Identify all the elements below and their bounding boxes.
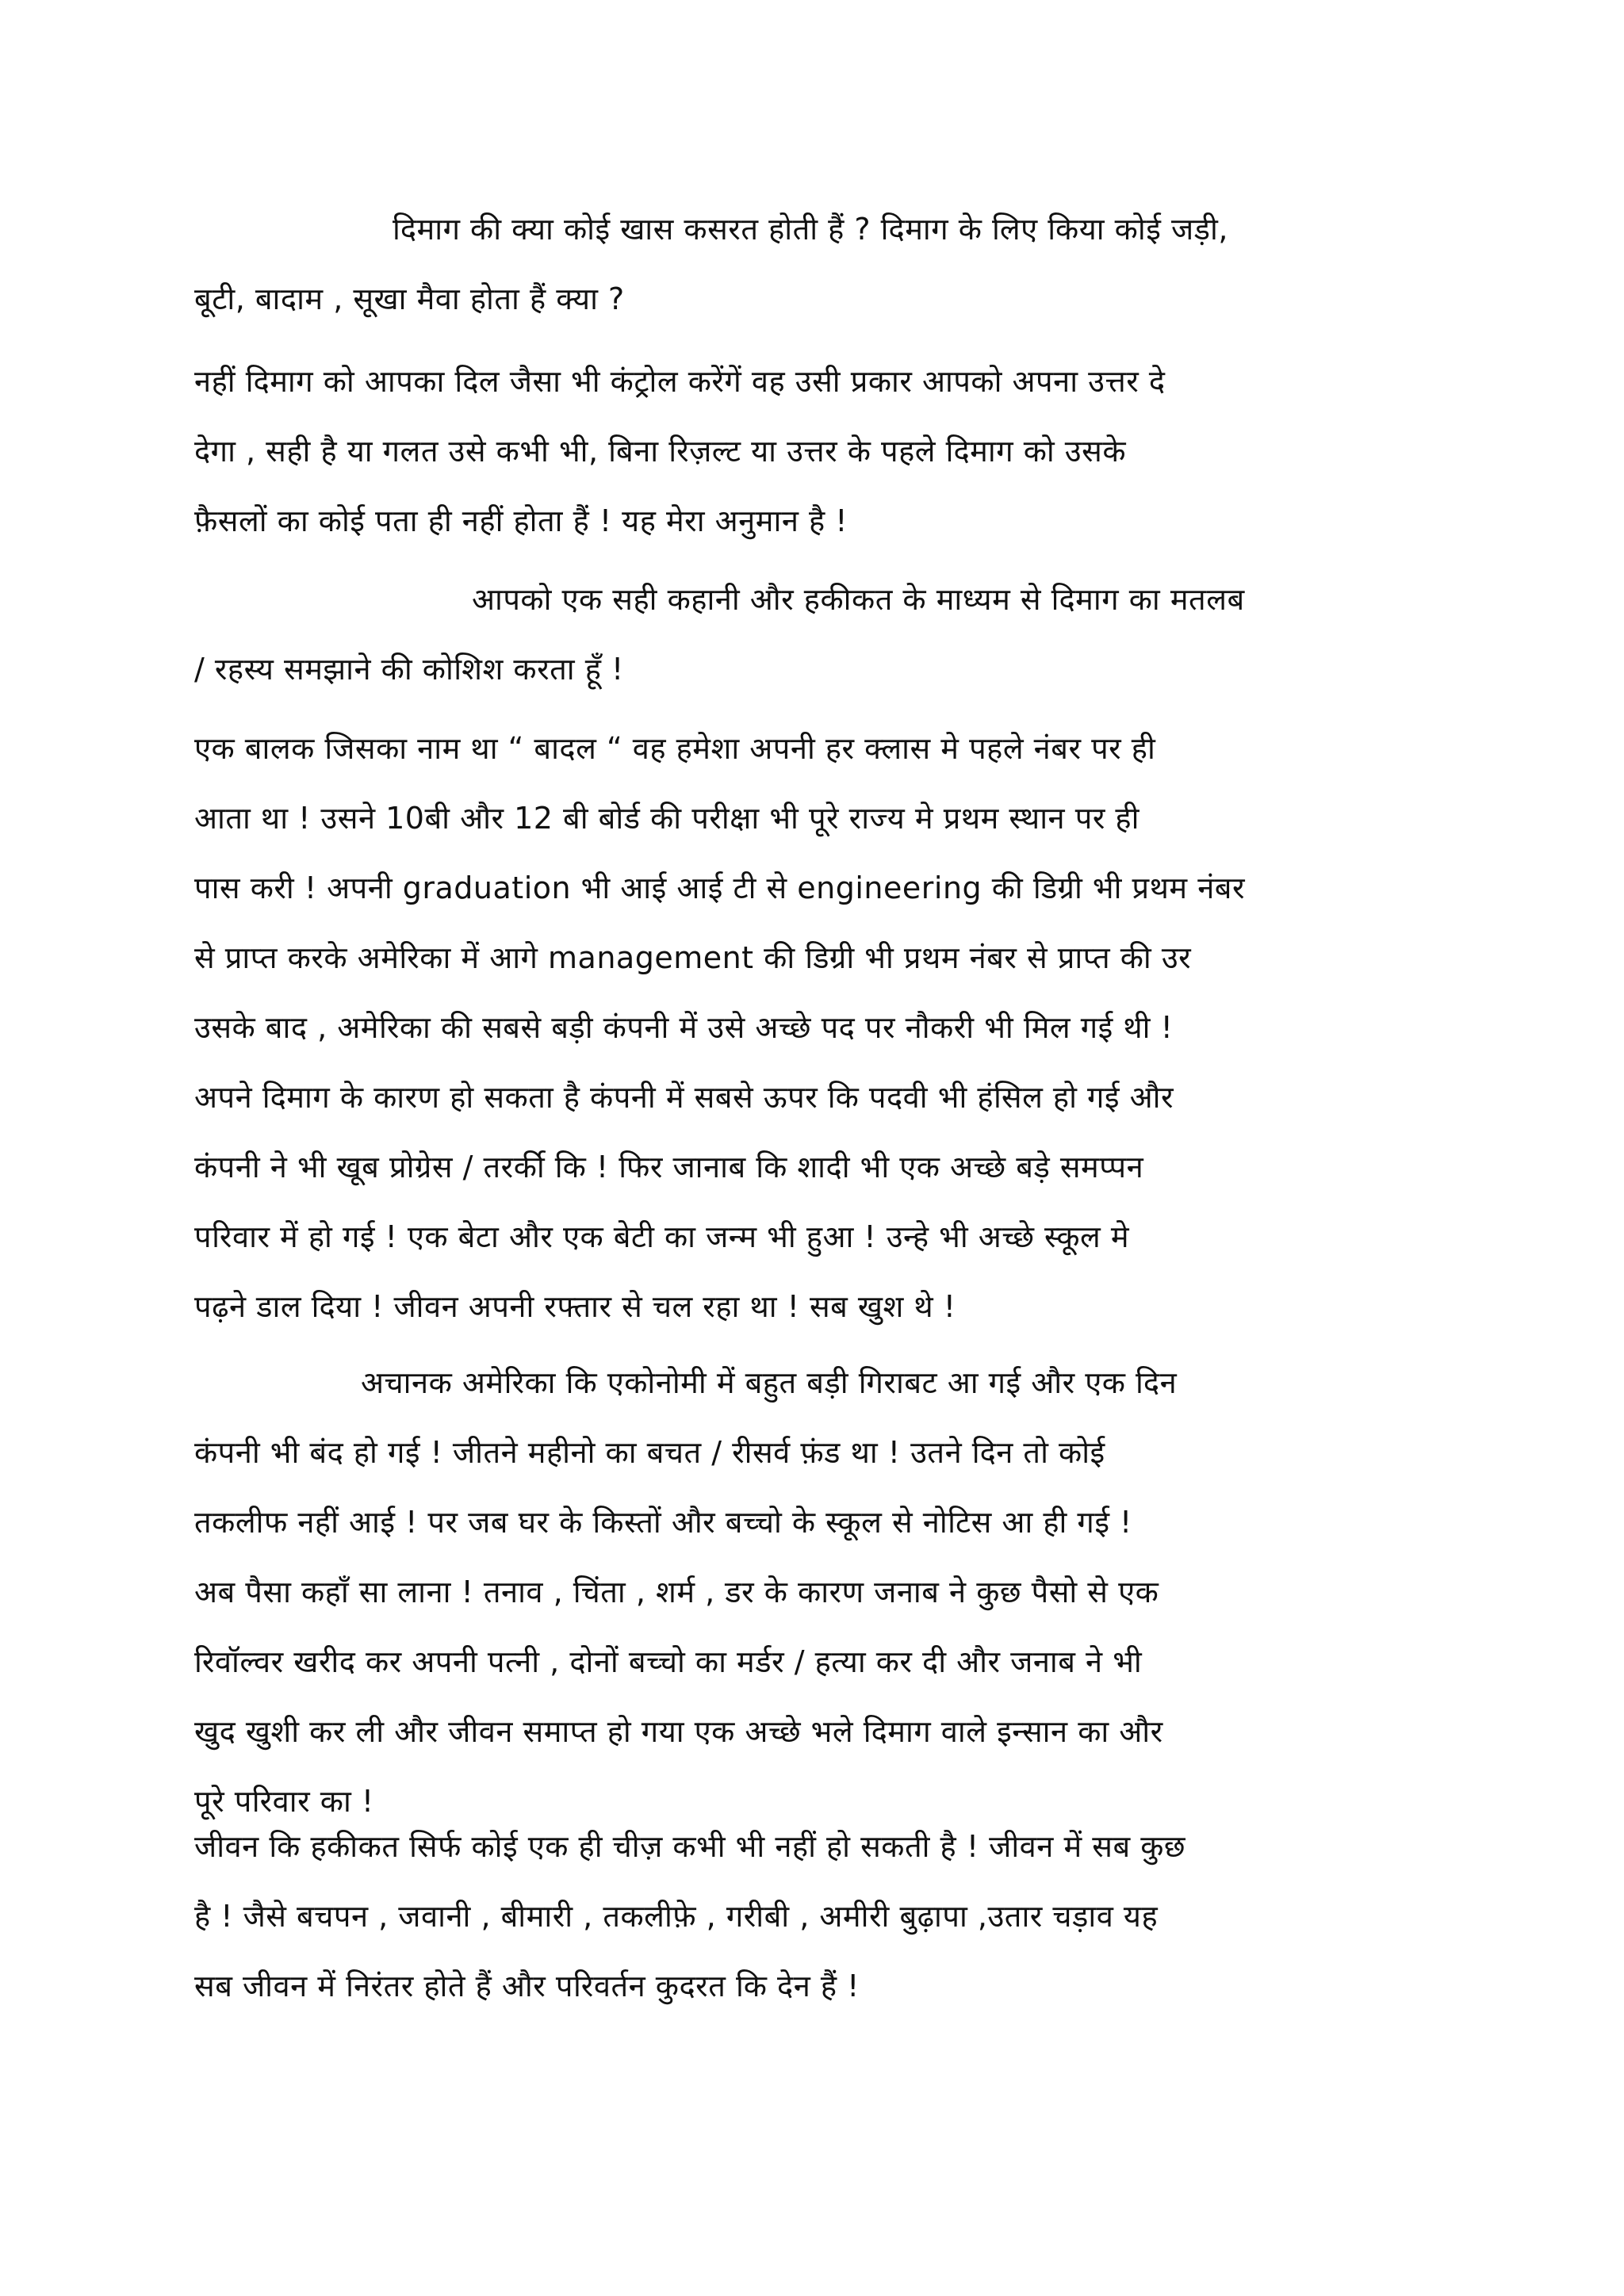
paragraph-4-line-1: एक बालक जिसका नाम था “ बादल “ वह हमेशा अपनी हर क्लास मे पहले नंबर पर ही — [194, 731, 1156, 766]
paragraph-3 — [194, 564, 1431, 704]
paragraph-3-line-1: आपको एक सही कहानी और हकीकत के माध्यम से दिमाग का मतलब — [472, 582, 1245, 617]
paragraph-6-line-7: पूरे परिवार का ! — [194, 1784, 374, 1819]
paragraph-5 — [194, 1062, 1431, 1341]
paragraph-4 — [194, 714, 1431, 1062]
paragraph-2-line-3: फ़ैसलों का कोई पता ही नहीं होता हैं ! यह मेरा अनुमान है ! — [194, 503, 848, 538]
paragraph-7-line-2: है ! जैसे बचपन , जवानी , बीमारी , तकलीफ़े , गरीबी , अमीरी बुढ़ापा ,उतार चड़ाव यह — [194, 1899, 1159, 1934]
paragraph-6 — [194, 1348, 1431, 1836]
paragraph-6-line-1: अचानक अमेरिका कि एकोनोमी में बहुत बड़ी गिराबट आ गई और एक दिन — [361, 1365, 1178, 1400]
paragraph-5-line-4: पढ़ने डाल दिया ! जीवन अपनी रफ्तार से चल रहा था ! सब खुश थे ! — [194, 1289, 956, 1324]
paragraph-7-line-1: जीवन कि हकीकत सिर्फ कोई एक ही चीज़ कभी भी नहीं हो सकती है ! जीवन में सब कुछ — [194, 1829, 1186, 1864]
paragraph-1 — [194, 194, 1431, 334]
paragraph-2-line-2: देगा , सही है या गलत उसे कभी भी, बिना रिज़ल्ट या उत्तर के पहले दिमाग को उसके — [194, 434, 1127, 469]
paragraph-1-line-2: बूटी, बादाम , सूखा मैवा होता हैं क्या ? — [194, 281, 625, 316]
paragraph-6-line-2: कंपनी भी बंद हो गई ! जीतने महीनो का बचत / रीसर्व फ़ंड था ! उतने दिन तो कोई — [194, 1435, 1105, 1470]
paragraph-4-line-4: से प्राप्त करके अमेरिका में आगे management की डिग्री भी प्रथम नंबर से प्राप्त की उर — [194, 940, 1192, 975]
paragraph-7 — [194, 1812, 1431, 2021]
paragraph-6-line-4: अब पैसा कहाँ सा लाना ! तनाव , चिंता , शर्म , डर के कारण जनाब ने कुछ पैसो से एक — [194, 1575, 1159, 1609]
paragraph-6-line-5: रिवॉल्वर खरीद कर अपनी पत्नी , दोनों बच्चो का मर्डर / हत्या कर दी और जनाब ने भी — [194, 1644, 1143, 1679]
paragraph-4-line-2: आता था ! उसने 10बी और 12 बी बोर्ड की परीक्षा भी पूरे राज्य मे प्रथम स्थान पर ही — [194, 801, 1139, 836]
paragraph-5-line-1: अपने दिमाग के कारण हो सकता है कंपनी में सबसे ऊपर कि पदवी भी हंसिल हो गई और — [194, 1080, 1174, 1115]
paragraph-2 — [194, 346, 1431, 556]
paragraph-4-line-5: उसके बाद , अमेरिका की सबसे बड़ी कंपनी में उसे अच्छे पद पर नौकरी भी मिल गई थी ! — [194, 1010, 1174, 1045]
paragraph-1-line-1: दिमाग की क्या कोई खास कसरत होती हैं ? दिमाग के लिए किया कोई जड़ी, — [393, 212, 1228, 247]
paragraph-7-line-3: सब जीवन में निरंतर होते हैं और परिवर्तन कुदरत कि देन हैं ! — [194, 1969, 860, 2003]
paragraph-3-line-2: / रहस्य समझाने की कोशिश करता हूँ ! — [194, 652, 624, 687]
paragraph-5-line-3: परिवार में हो गई ! एक बेटा और एक बेटी का जन्म भी हुआ ! उन्हे भी अच्छे स्कूल मे — [194, 1219, 1130, 1254]
paragraph-2-line-1: नहीं दिमाग को आपका दिल जैसा भी कंट्रोल करेंगें वह उसी प्रकार आपको अपना उत्तर दे — [194, 364, 1166, 399]
paragraph-6-line-6: खुद खुशी कर ली और जीवन समाप्त हो गया एक अच्छे भले दिमाग वाले इन्सान का और — [194, 1714, 1163, 1749]
paragraph-5-line-2: कंपनी ने भी खूब प्रोग्रेस / तरर्की कि ! फिर जानाब कि शादी भी एक अच्छे बड़े समप्पन — [194, 1150, 1144, 1184]
paragraph-4-line-3: पास करी ! अपनी graduation भी आई आई टी से engineering की डिग्री भी प्रथम नंबर — [194, 871, 1246, 905]
paragraph-6-line-3: तकलीफ नहीं आई ! पर जब घर के किस्तों और बच्चो के स्कूल से नोटिस आ ही गई ! — [194, 1505, 1132, 1540]
